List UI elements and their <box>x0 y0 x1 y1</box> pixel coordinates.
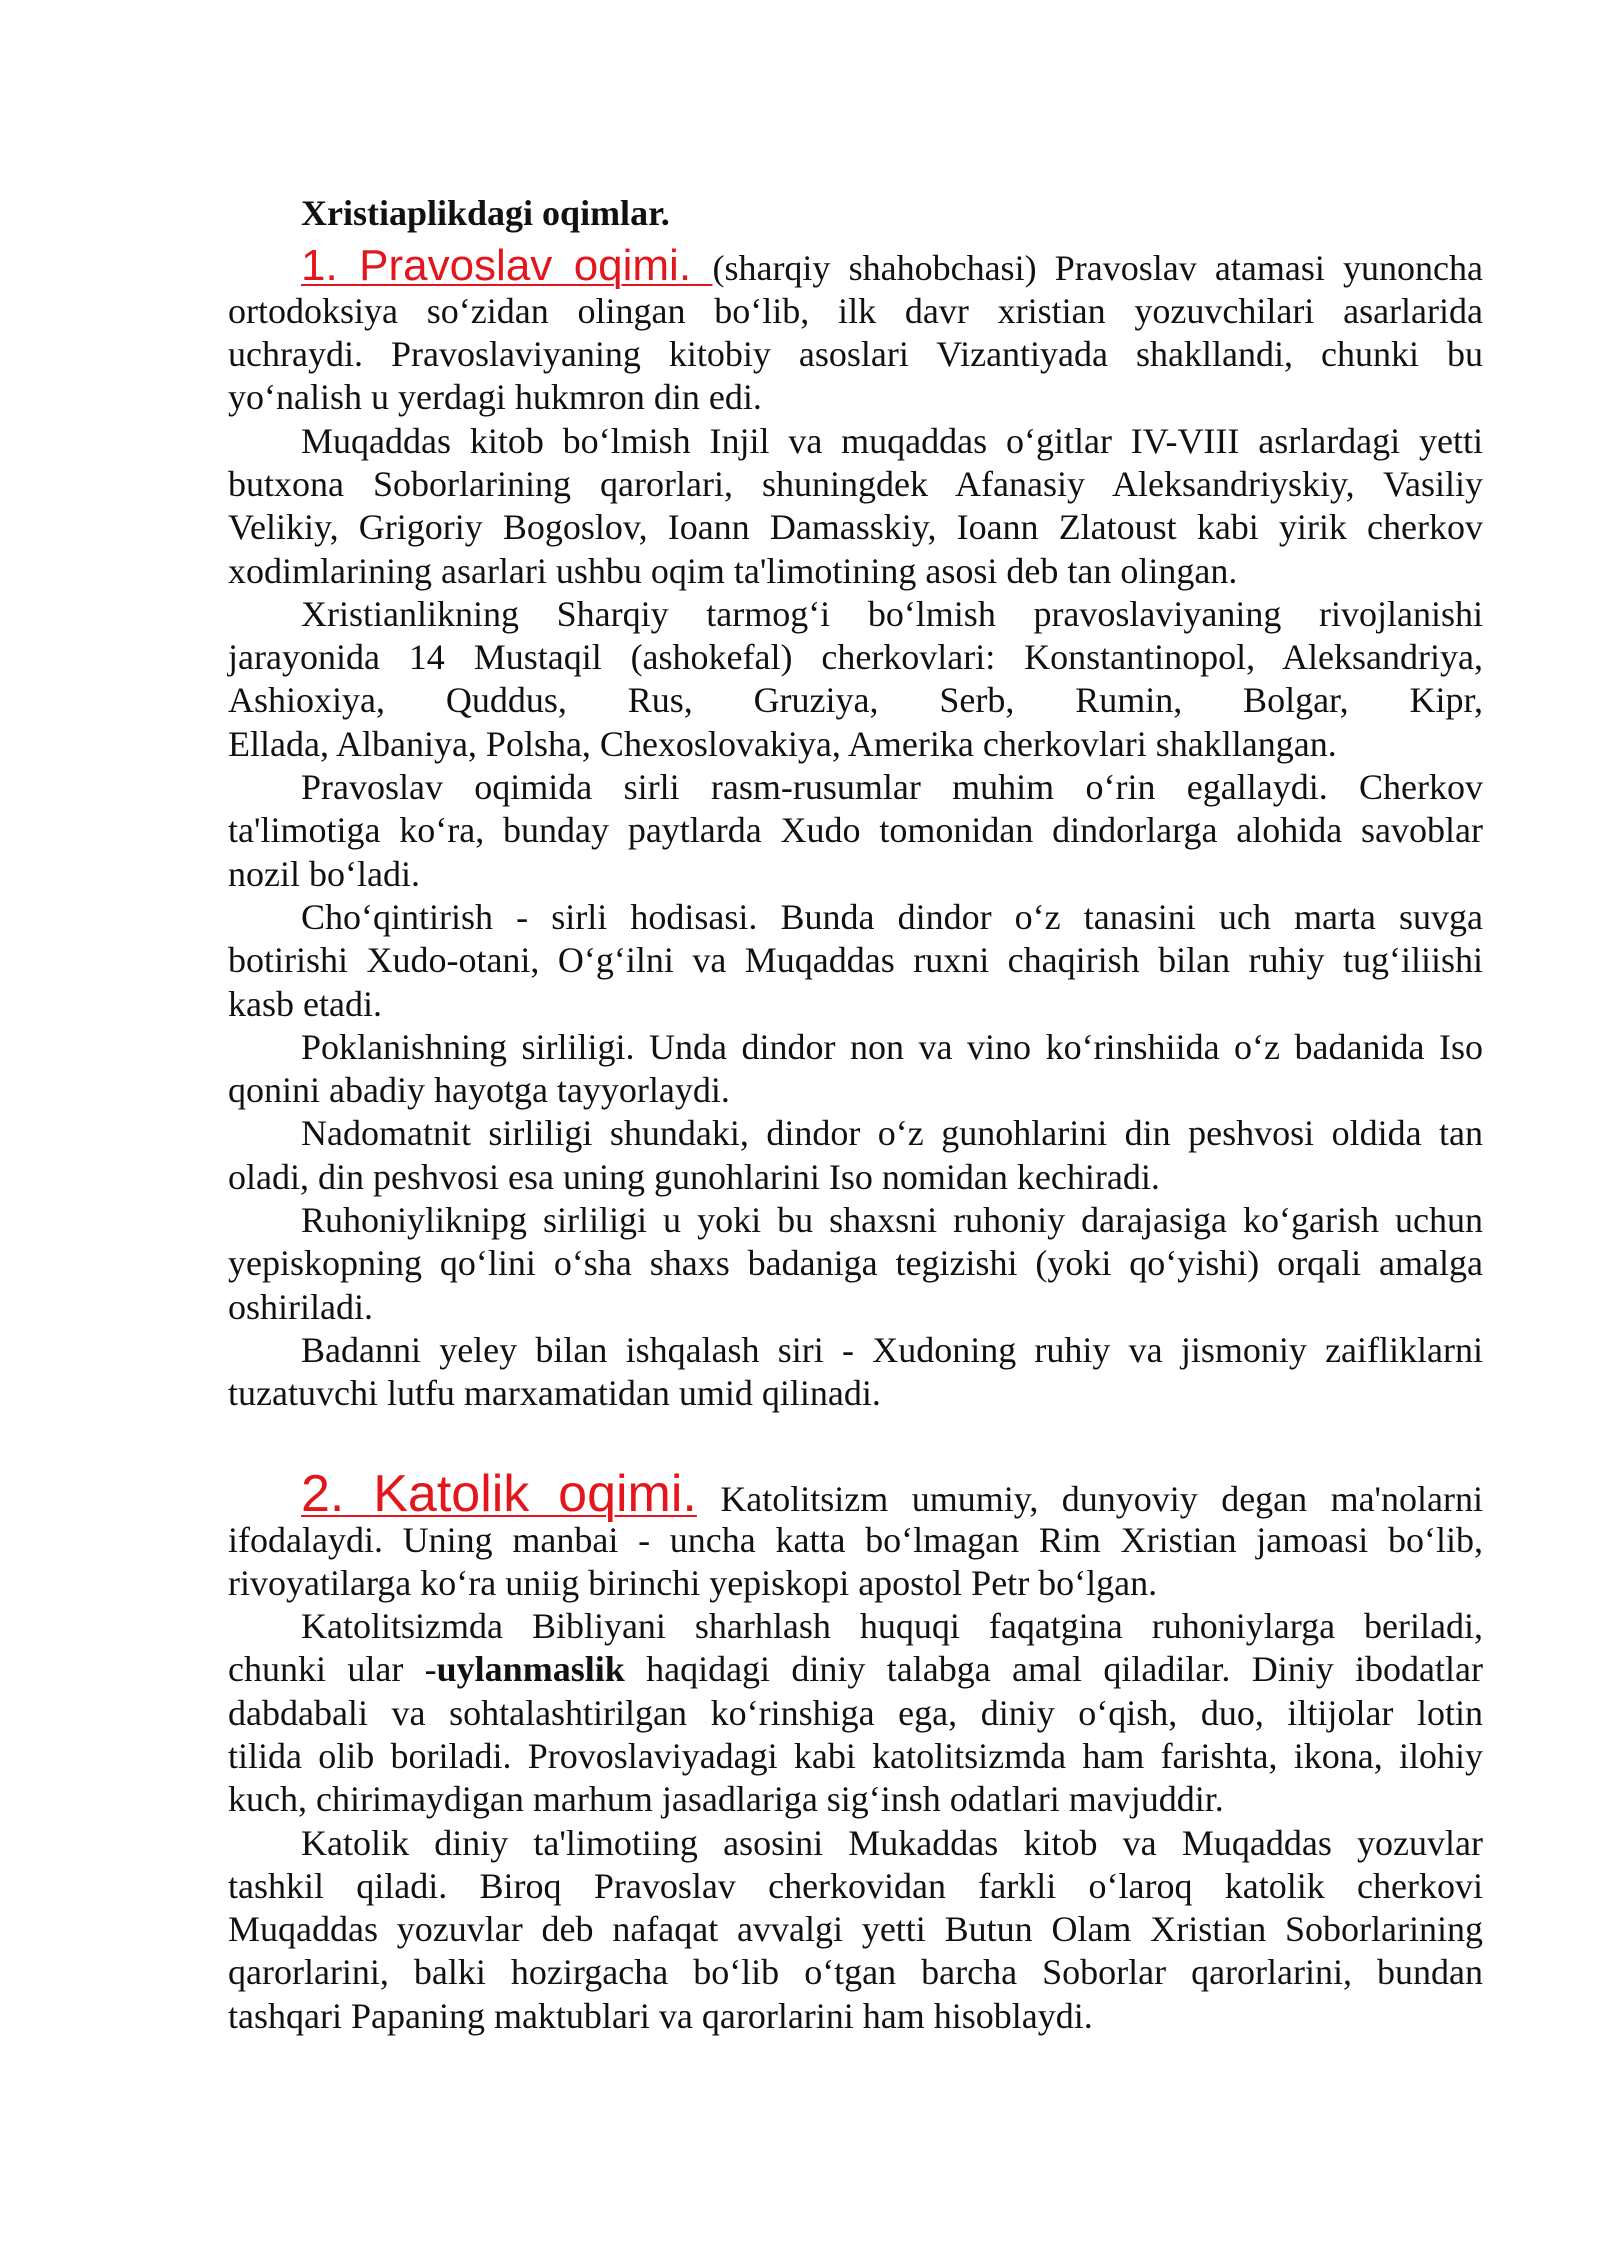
text-line: tuzatuvchi lutfu marxamatidan umid qilinadi. <box>228 1373 881 1414</box>
text-line: kuch, chirimaydigan marhum jasadlariga sig‘insh odatlari mavjuddir. <box>228 1779 1224 1820</box>
text-line: tashqari Papaning maktublari va qarorlarini ham hisoblaydi. <box>228 1995 1093 2036</box>
text-line: xodimlarining asarlari ushbu oqim ta'limotining asosi deb tan olingan. <box>228 550 1238 591</box>
section-katolik <box>228 1464 1484 2039</box>
text-line: qonini abadiy hayotga tayyorlaydi. <box>228 1070 730 1111</box>
section-heading: 1. Pravoslav oqimi. <box>301 241 692 291</box>
text-line: rivoyatilarga ko‘ra uniig birinchi yepiskopi apostol Petr bo‘lgan. <box>228 1562 1158 1603</box>
text-line: Katolik diniy ta'limotiing asosini Mukaddas kitob va Muqaddas yozuvlar <box>301 1822 1483 1863</box>
text-line: botirishi Xudo-otani, O‘g‘ilni va Muqaddas ruxni chaqirish bilan ruhiy tug‘iliishi <box>228 940 1483 981</box>
document-body <box>228 192 1483 2038</box>
text-segment: haqidagi diniy talabga amal qiladilar. Diniy ibodatlar <box>624 1649 1483 1690</box>
paragraph <box>228 242 1483 419</box>
text-line: ifodalaydi. Uning manbai - uncha katta bo‘lmagan Rim Xristian jamoasi bo‘lib, <box>228 1519 1483 1560</box>
paragraph <box>228 766 1483 896</box>
text-line: oshiriladi. <box>228 1286 373 1327</box>
text-segment: chunki ular - <box>228 1649 437 1690</box>
text-line: Badanni yeley bilan ishqalash siri - Xudoning ruhiy va jismoniy zaifliklarni <box>301 1329 1483 1370</box>
paragraph <box>228 420 1483 593</box>
text-line: Cho‘qintirish - sirli hodisasi. Bunda dindor o‘z tanasini uch marta suvga <box>301 896 1483 937</box>
paragraph <box>228 1464 1484 1606</box>
text-line: Pravoslav oqimida sirli rasm-rusumlar muhim o‘rin egallaydi. Cherkov <box>301 767 1483 808</box>
text-line: Muqaddas yozuvlar deb nafaqat avvalgi yetti Butun Olam Xristian Soborlarining <box>228 1909 1483 1950</box>
paragraph <box>228 1329 1483 1416</box>
text-line: tashkil qiladi. Biroq Pravoslav cherkovidan farkli o‘laroq katolik cherkovi <box>228 1865 1483 1906</box>
text-line: yo‘nalish u yerdagi hukmron din edi. <box>228 377 762 418</box>
paragraph <box>228 1026 1483 1113</box>
text-line: Xristianlikning Sharqiy tarmog‘i bo‘lmish pravoslaviyaning rivojlanishi <box>301 593 1483 634</box>
bold-term: uylanmaslik <box>436 1649 625 1690</box>
text-line: butxona Soborlarining qarorlari, shuningdek Afanasiy Aleksandriyskiy, Vasiliy <box>228 463 1483 504</box>
text-line: Velikiy, Grigoriy Bogoslov, Ioann Damasskiy, Ioann Zlatoust kabi yirik cherkov <box>228 507 1483 548</box>
section-heading-line <box>228 242 1483 290</box>
section-pravoslav <box>228 242 1483 1415</box>
text-line: kasb etadi. <box>228 983 382 1024</box>
text-line: Ellada, Albaniya, Polsha, Chexoslovakiya, Amerika cherkovlari shakllangan. <box>228 723 1337 764</box>
text-line: qarorlarini, balki hozirgacha bo‘lib o‘tgan barcha Soborlar qarorlarini, bundan <box>228 1952 1483 1993</box>
text-line: dabdabali va sohtalashtirilgan ko‘rinshiga ega, diniy o‘qish, duo, iltijolar lotin <box>228 1692 1483 1733</box>
text-line: (sharqiy shahobchasi) Pravoslav atamasi yunoncha <box>712 248 1483 289</box>
text-line: Ruhoniyliknipg sirliligi u yoki bu shaxsni ruhoniy darajasiga ko‘garish uchun <box>301 1200 1483 1241</box>
section-heading-line <box>228 1464 1484 1523</box>
text-line: uchraydi. Pravoslaviyaning kitobiy asoslari Vizantiyada shakllandi, chunki bu <box>228 334 1483 375</box>
paragraph <box>228 896 1483 1026</box>
paragraph <box>228 1112 1483 1199</box>
text-line-with-bold <box>228 1648 1483 1691</box>
text-line: Nadomatnit sirliligi shundaki, dindor o‘z gunohlarini din peshvosi oldida tan <box>301 1113 1483 1154</box>
text-line: ta'limotiga ko‘ra, bunday paytlarda Xudo tomonidan dindorlarga alohida savoblar <box>228 810 1483 851</box>
paragraph <box>228 593 1483 766</box>
text-line: nozil bo‘ladi. <box>228 853 420 894</box>
paragraph <box>228 1605 1483 1821</box>
document-title: Xristiaplikdagi oqimlar. <box>301 193 670 233</box>
text-line: Ashioxiya, Quddus, Rus, Gruziya, Serb, Rumin, Bolgar, Kipr, <box>228 680 1483 721</box>
paragraph <box>228 1822 1483 2038</box>
text-line: oladi, din peshvosi esa uning gunohlarini Iso nomidan kechiradi. <box>228 1156 1160 1197</box>
text-line: ortodoksiya so‘zidan olingan bo‘lib, ilk davr xristian yozuvchilari asarlarida <box>228 290 1483 331</box>
section-heading: 2. Katolik oqimi. <box>301 1464 697 1523</box>
paragraph <box>228 1199 1483 1329</box>
text-line: Katolitsizm umumiy, dunyoviy degan ma'nolarni <box>720 1478 1484 1519</box>
text-line: Katolitsizmda Bibliyani sharhlash huquqi faqatgina ruhoniylarga beriladi, <box>301 1606 1483 1647</box>
text-line: Poklanishning sirliligi. Unda dindor non va vino ko‘rinshiida o‘z badanida Iso <box>301 1026 1483 1067</box>
text-line: yepiskopning qo‘lini o‘sha shaxs badaniga tegizishi (yoki qo‘yishi) orqali amalga <box>228 1243 1483 1284</box>
text-line: jarayonida 14 Mustaqil (ashokefal) cherkovlari: Konstantinopol, Aleksandriya, <box>228 637 1483 678</box>
text-line: Muqaddas kitob bo‘lmish Injil va muqaddas o‘gitlar IV-VIII asrlardagi yetti <box>301 420 1483 461</box>
text-line: tilida olib boriladi. Provoslaviyadagi kabi katolitsizmda ham farishta, ikona, ilohiy <box>228 1736 1483 1776</box>
